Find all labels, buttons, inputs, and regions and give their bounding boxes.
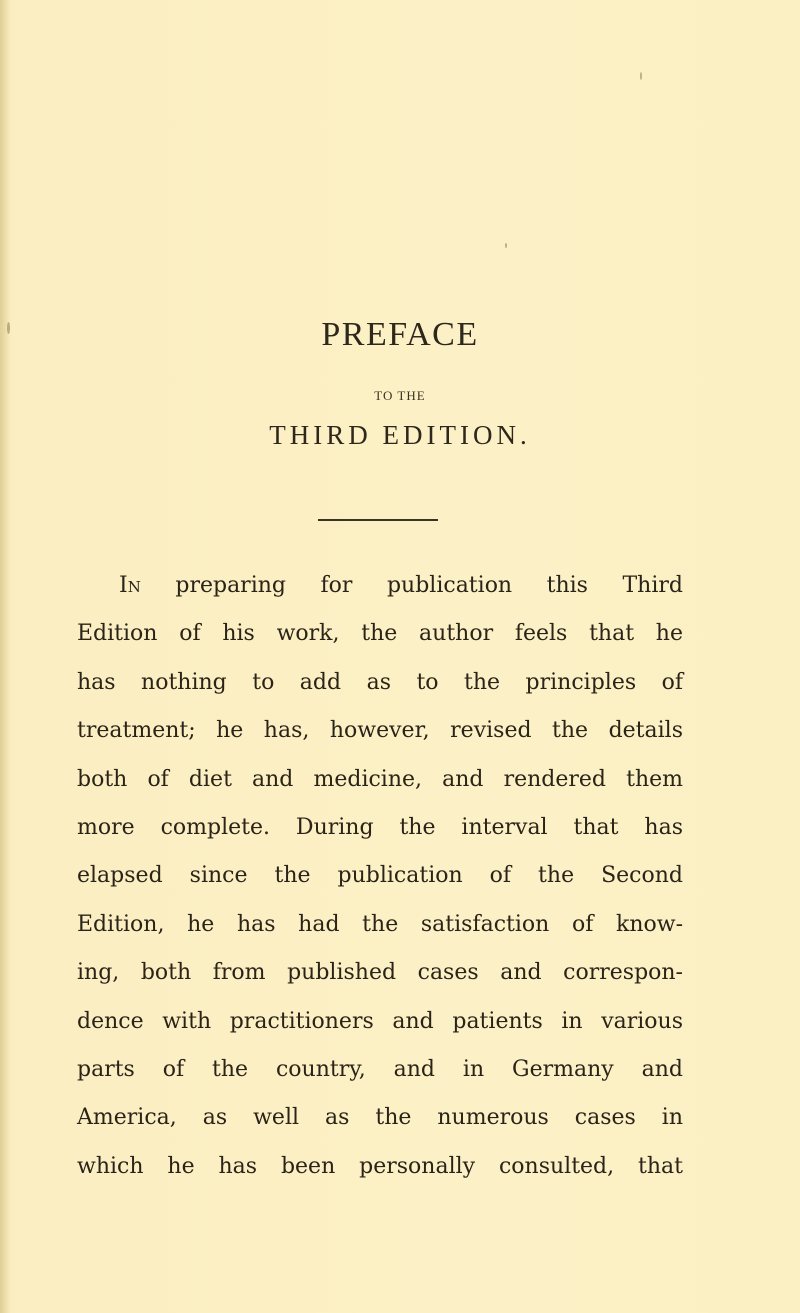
preface-title: PREFACE — [321, 316, 479, 353]
preface-connector: TO THE — [374, 388, 426, 403]
text-line-8: Edition, he has had the satisfaction of know- — [77, 911, 683, 937]
text-line-3: has nothing to add as to the principles of — [77, 669, 683, 695]
text-line-13: which he has been personally consulted, that — [77, 1153, 683, 1179]
text-line-4: treatment; he has, however, revised the details — [77, 718, 683, 744]
spine-shadow — [0, 0, 10, 1313]
text-line-12: America, as well as the numerous cases in — [77, 1105, 683, 1131]
text-line-1 — [77, 562, 683, 610]
title-rule — [318, 519, 438, 521]
text-line-2: Edition of his work, the author feels that he — [77, 621, 683, 647]
paper-speck — [640, 72, 642, 80]
edition-heading: THIRD EDITION. — [269, 420, 531, 450]
text-line-6: more complete. During the interval that has — [77, 814, 683, 840]
preface-body — [77, 562, 683, 1191]
paper-speck — [505, 243, 507, 248]
text-line-11: parts of the country, and in Germany and — [77, 1056, 683, 1082]
text-line-1-rest: preparing for publication this Third — [140, 573, 683, 598]
lead-word: In — [119, 573, 141, 598]
text-line-10: dence with practitioners and patients in various — [77, 1008, 683, 1034]
text-line-9: ing, both from published cases and correspon- — [77, 960, 683, 986]
text-line-5: both of diet and medicine, and rendered them — [77, 766, 683, 792]
text-line-7: elapsed since the publication of the Second — [77, 863, 683, 889]
